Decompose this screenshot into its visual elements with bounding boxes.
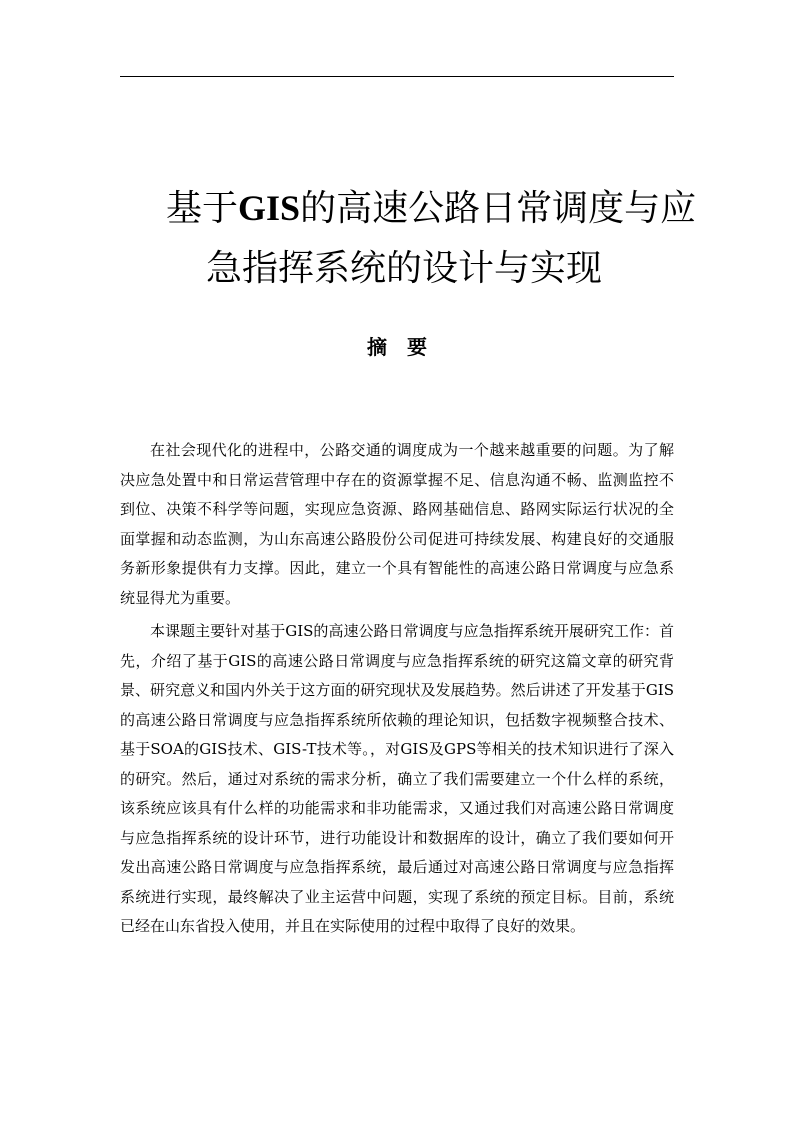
abstract-paragraph-1: 在社会现代化的进程中，公路交通的调度成为一个越来越重要的问题。为了解决应急处置中和日常运营管理中存在的资源掌握不足、信息沟通不畅、监测监控不到位、决策不科学等问题，实现应急资源、路网基础信息、路网实际运行状况的全面掌握和动态监测，为山东高速公路股份公司促进可持续发展、构建良好的交通服务新形象提供有力支撑。因此，建立一个具有智能性的高速公路日常调度与应急系统显得尤为重要。: [120, 441, 674, 607]
document-title: [120, 178, 720, 298]
header-rule: [120, 76, 674, 77]
title-line-1: [120, 178, 720, 238]
title-line-2: 急指挥系统的设计与实现: [206, 248, 603, 288]
title-line-1-latin: GIS: [238, 188, 301, 228]
title-line-1-suffix: 的高速公路日常调度与应: [300, 188, 697, 228]
abstract-heading: 摘要: [367, 335, 447, 359]
title-line-1-prefix: 基于: [166, 188, 239, 228]
abstract-body: [120, 436, 674, 946]
abstract-paragraph-2: 本课题主要针对基于GIS的高速公路日常调度与应急指挥系统开展研究工作：首先，介绍了基于GIS的高速公路日常调度与应急指挥系统的研究这篇文章的研究背景、研究意义和国内外关于这方面的研究现状及发展趋势。然后讲述了开发基于GIS的高速公路日常调度与应急指挥系统所依赖的理论知识，包括数字视频整合技术、基于SOA的GIS技术、GIS-T技术等。，对GIS及GPS等相关的技术知识进行了深入的研究。然后，通过对系统的需求分析，确立了我们需要建立一个什么样的系统，该系统应该具有什么样的功能需求和非功能需求，又通过我们对高速公路日常调度与应急指挥系统的设计环节，进行功能设计和数据库的设计，确立了我们要如何开发出高速公路日常调度与应急指挥系统，最后通过对高速公路日常调度与应急指挥系统进行实现，最终解决了业主运营中问题，实现了系统的预定目标。目前，系统已经在山东省投入使用，并且在实际使用的过程中取得了良好的效果。: [120, 622, 674, 935]
